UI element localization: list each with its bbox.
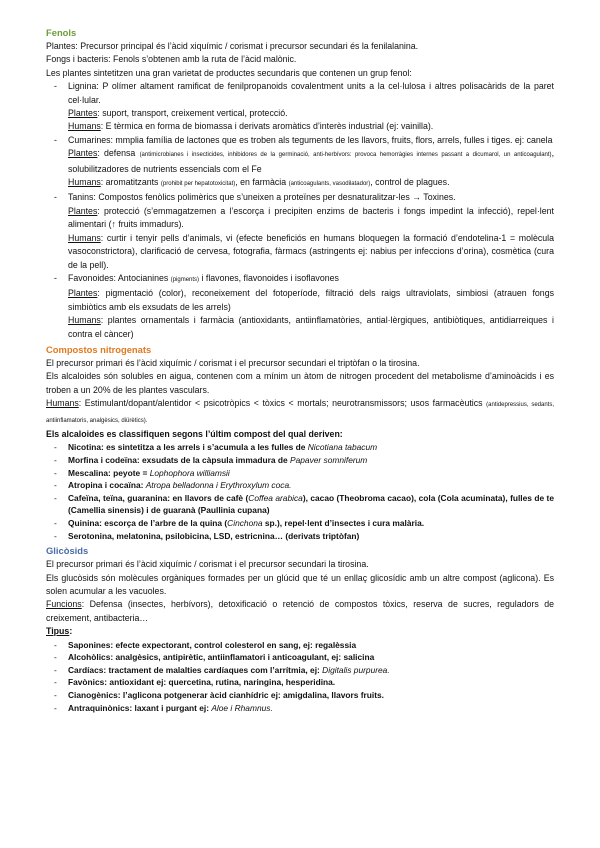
list-item: - Cardíacs: tractament de malalties cardíaques com l’arrítmia, ej: Digitalis purpurea. [46,664,554,677]
alcaloides-list [46,441,554,542]
fenols-p3: Les plantes sintetitzen una gran varietat de productes secundaris que contenen un grup fenol: [46,67,412,78]
lignina-plantes: Plantes: suport, transport, creixement vertical, protecció. [68,108,288,119]
glicosids-tipus: Tipus: [46,626,73,637]
list-item: - Morfina i codeïna: exsudats de la càpsula immadura de Papaver somniferum [46,454,554,467]
favonoides-humans: Humans: plantes ornamentals i farmàcia (antioxidants, antiinflamatòries, antial·lèrgiques, antibiòtiques, antidiarreiques i contra el càncer) [68,315,554,339]
glicosids-p2: Els glucòsids són molècules orgàniques formades per un glúcid que té un enllaç glicosídic amb un altre compost (aglicona). Es solen acumular a les vacuoles. [46,572,554,596]
heading-glicosids: Glicòsids [46,545,89,557]
nitrogenats-p1: El precursor primari és l’àcid xiquímic / corismat i el precursor secundari el triptòfan o la tirosina. [46,357,420,368]
fenols-p1: Plantes: Precursor principal és l’àcid xiquímic / corismat i precursor secundari és la fenilalanina. [46,41,419,51]
list-item: - Mescalina: peyote = Lophophora williamsii [46,467,554,480]
list-item: - Cianogènics: l’aglicona potgenerar àcid cianhídric ej: amigdalina, llavors fruits. [46,689,554,702]
list-item: - Favònics: antioxidant ej: quercetina, rutina, naringina, hesperidina. [46,676,554,689]
list-item-favonoides: - Favonoides: Antocianines (pigments) i flavones, flavonoides i isoflavones [46,272,554,287]
fenols-p2: Fongs i bacteris: Fenols s’obtenen amb la ruta de l’àcid malònic. [46,54,297,65]
list-item: - Quinina: escorça de l’arbre de la quina (Cinchona sp.), repel·lent d’insectes i cura malària. [46,517,554,530]
glicosids-list [46,639,554,715]
nitrogenats-p2: Els alcaloides són solubles en aigua, contenen com a mínim un àtom de nitrogen procedent del metabolisme d’aminoàcids i es troben a un 20% de les plantes vasculars. [46,371,554,395]
list-item: - Cafeïna, teïna, guaranina: en llavors de cafè (Coffea arabica), cacao (Theobroma cacao), cola (Cola acuminata), fulles de te (Camellia sinensis) i de guaranà (Paullinia cupana) [46,492,554,517]
tanins-plantes: Plantes: protecció (s’emmagatzemen a l’escorça i precipiten enzims de bacteris i fongs impedint la infecció), repel·lent alimentari (↑ fruits immadurs). [68,205,554,230]
glicosids-p1: El precursor primari és l’àcid xiquímic / corismat i el precursor secundari la tirosina. [46,559,369,570]
list-item: - Serotonina, melatonina, psilobicina, LSD, estricnina… (derivats triptòfan) [46,530,554,543]
heading-fenols: Fenols [46,27,77,38]
list-item-cumarines: - Cumarines: mmplia família de lactones que es troben als teguments de les llavors, fruits, flors, arrels, fulles i tiges. ej: canela [46,134,554,147]
list-item: - Alcohòlics: analgèsics, antipirètic, antiinflamatori i anticoagulant, ej: salicina [46,651,554,664]
cumarines-plantes: Plantes: defensa (antimicrobianes i insecticides, inhibidores de la germinació, anti-herbívors: provoca hemorràgies internes passant a dicumarol, un anticoagulant), solubilitzadores de nutrients essencials com el Fe [68,148,555,174]
nitrogenats-humans: Humans: Estimulant/dopant/alentidor < psicotròpics < tòxics < mortals; neurotransmissors; usos farmacèutics (antidepressius, sedants, antiinflamatoris, analgèsics, diürètics). [46,398,555,424]
list-item: - Antraquinònics: laxant i purgant ej: Aloe i Rhamnus. [46,702,554,715]
list-item-lignina: - Lignina: P olímer altament ramificat de fenilpropanoids covalentment units a la cel·lulosa i altres polisacàrids de la paret cel·lular. [46,80,554,107]
cumarines-humans: Humans: aromatitzants (prohibit per hepatotoxicitat), en farmàcia (anticoagulants, vasodilatador), control de plagues. [68,177,450,188]
fenols-list [46,80,554,341]
nitrogenats-classif: Els alcaloides es classifiquen segons l’últim compost del qual deriven: [46,428,343,439]
list-item-tanins: - Tanins: Compostos fenòlics polimèrics que s’uneixen a proteïnes per desnaturalitzar-les → Toxines. [46,191,554,204]
list-item: - Nicotina: es sintetitza a les arrels i s’acumula a les fulles de Nicotiana tabacum [46,441,554,454]
lignina-humans: Humans: E tèrmica en forma de biomassa i derivats aromàtics d’interès industrial (ej: vainilla). [68,121,434,132]
list-item: - Atropina i cocaïna: Atropa belladonna i Erythroxylum coca. [46,479,554,492]
list-item: - Saponines: efecte expectorant, control colesterol en sang, ej: regalèssia [46,639,554,652]
favonoides-plantes: Plantes: pigmentació (color), reconeixement del fotoperíode, filtració dels raigs ultraviolats, simbiosi (atrauen fongs simbiòtics amb els exsudats de les arrels) [68,288,554,312]
tanins-humans: Humans: curtir i tenyir pells d’animals, vi (efecte beneficiós en humans bloquegen la formació d’endotelina-1 = molècula vasoconstrictora), clarificació de cervesa, fotografia, fàrmacs (astringents ej: nabius per infeccions d’orina), cosmètica (cura de la pell). [68,232,554,270]
glicosids-funcions: Funcions: Defensa (insectes, herbívors), detoxificació o retenció de compostos tòxics, reserva de sucres, reguladors de creixement, antibacteria… [46,599,554,623]
heading-compostos-nitrogenats: Compostos nitrogenats [46,343,152,355]
